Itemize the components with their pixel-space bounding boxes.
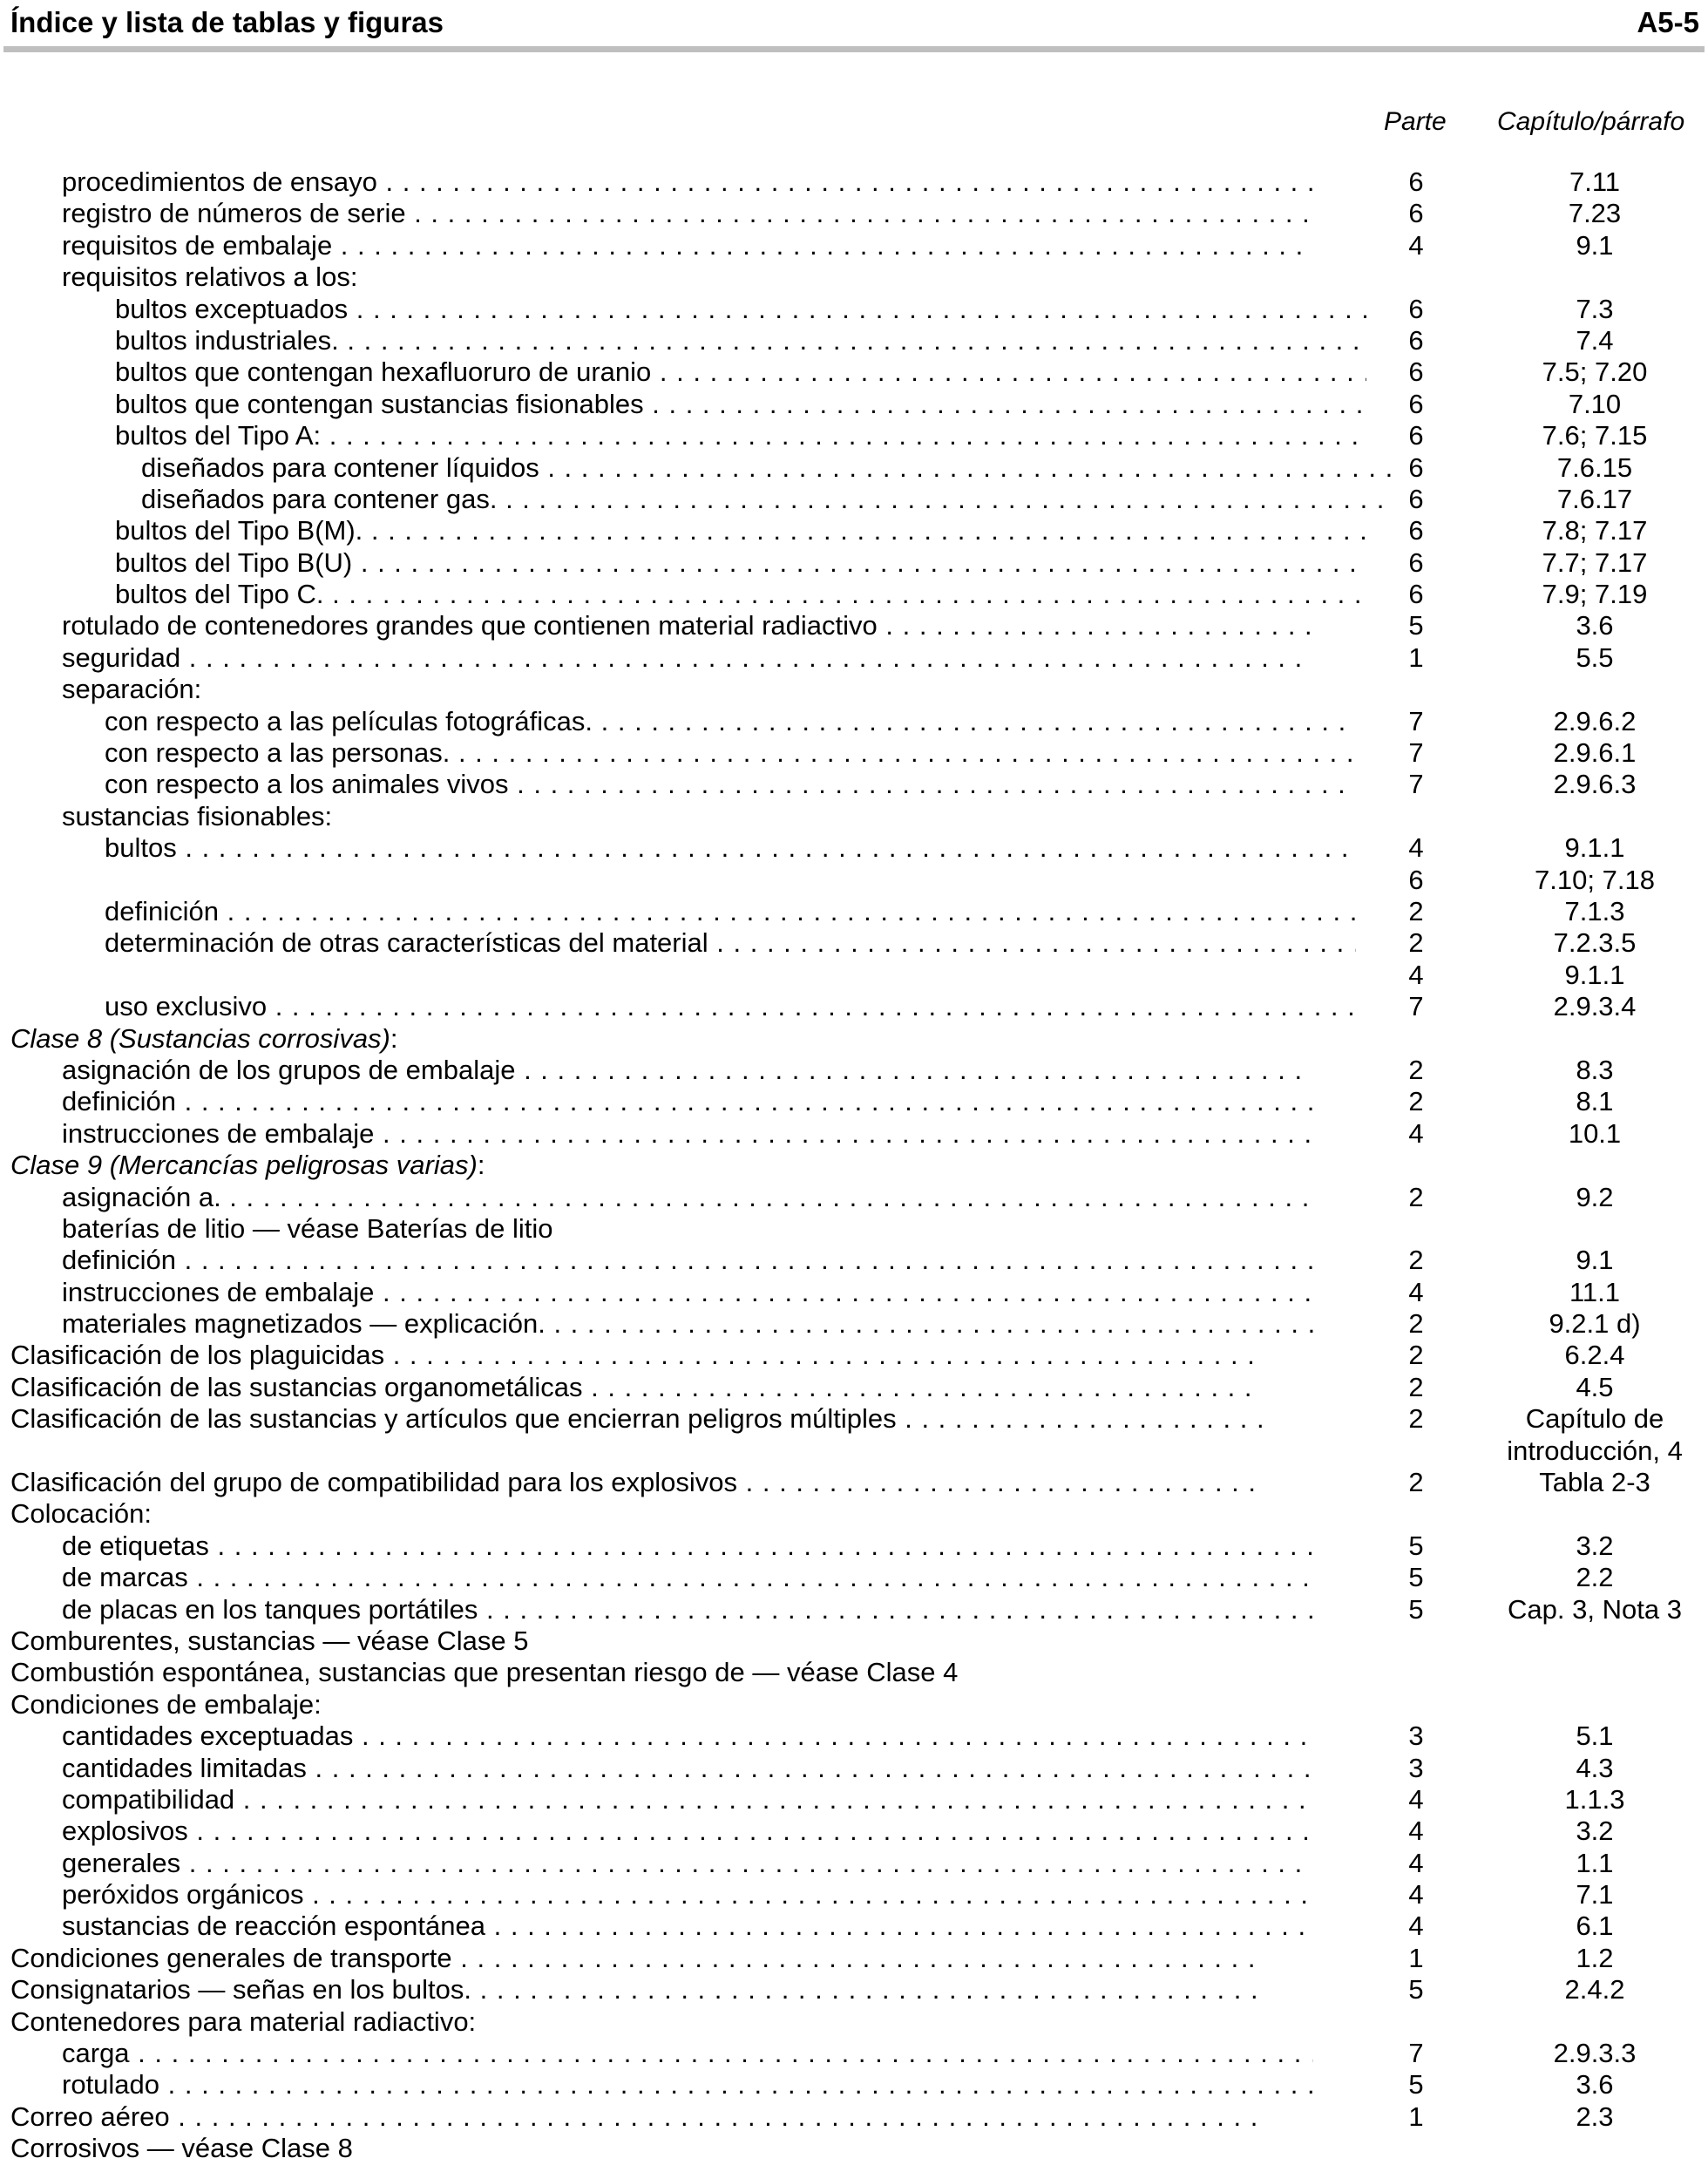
chapter-paragraph-ref: 4.3 — [1576, 1752, 1614, 1783]
index-row — [0, 1245, 1708, 1276]
part-number: 6 — [1408, 864, 1424, 895]
index-entry — [62, 1277, 1313, 1308]
chapter-paragraph-ref: 4.5 — [1576, 1371, 1614, 1402]
part-number: 6 — [1408, 515, 1424, 546]
index-entry — [105, 896, 1356, 927]
index-entry — [62, 1753, 1313, 1784]
index-term: explosivos — [62, 1815, 188, 1847]
index-entry — [10, 2006, 1262, 2038]
index-entry — [141, 452, 1393, 484]
index-row — [0, 2133, 1708, 2164]
index-term: Clasificación de las sustancias organometálicas — [10, 1371, 583, 1402]
index-row — [0, 1372, 1708, 1403]
index-row — [0, 1720, 1708, 1752]
index-row — [0, 547, 1708, 579]
part-number: 5 — [1408, 1974, 1424, 2006]
chapter-paragraph-ref: 2.3 — [1576, 2101, 1614, 2132]
chapter-paragraph-ref: introducción, 4 — [1507, 1435, 1683, 1466]
chapter-paragraph-ref: 1.1 — [1576, 1847, 1614, 1878]
part-number: 1 — [1408, 1942, 1424, 1973]
index-entry — [62, 261, 1313, 293]
index-row — [0, 2101, 1708, 2133]
part-number: 6 — [1408, 324, 1424, 356]
index-row — [0, 1467, 1708, 1498]
index-entry — [105, 865, 1356, 896]
index-entry — [10, 1625, 1262, 1657]
header-divider — [3, 46, 1705, 52]
chapter-paragraph-ref: 7.10 — [1568, 388, 1622, 419]
index-row — [0, 896, 1708, 927]
index-row — [0, 1562, 1708, 1593]
index-term: Correo aéreo — [10, 2101, 170, 2132]
chapter-paragraph-ref: 3.6 — [1576, 610, 1614, 641]
chapter-paragraph-ref: 2.9.3.4 — [1553, 991, 1637, 1022]
index-row — [0, 642, 1708, 674]
index-term: Combustión espontánea, sustancias que presentan riesgo de — véase Clase 4 — [10, 1657, 959, 1688]
part-number: 6 — [1408, 293, 1424, 324]
index-row — [0, 420, 1708, 451]
index-entry — [115, 420, 1366, 451]
index-row — [0, 1530, 1708, 1562]
index-term: diseñados para contener líquidos — [141, 451, 539, 483]
index-entry — [62, 2069, 1313, 2101]
index-term: Clase 9 (Mercancías peligrosas varias) — [10, 1150, 478, 1181]
index-row — [0, 1340, 1708, 1371]
index-row — [0, 2038, 1708, 2069]
part-number: 1 — [1408, 641, 1424, 673]
index-row — [0, 515, 1708, 546]
index-row — [0, 991, 1708, 1022]
chapter-paragraph-ref: 2.4.2 — [1564, 1974, 1625, 2006]
index-row — [0, 610, 1708, 641]
index-entry — [105, 927, 1356, 959]
chapter-paragraph-ref: Tabla 2-3 — [1539, 1467, 1650, 1498]
part-number: 4 — [1408, 1910, 1424, 1942]
chapter-paragraph-ref: 6.2.4 — [1564, 1340, 1625, 1371]
part-number: 6 — [1408, 451, 1424, 483]
index-entry — [10, 1150, 1262, 1181]
index-term: compatibilidad — [62, 1783, 235, 1815]
index-term: instrucciones de embalaje — [62, 1276, 375, 1307]
index-term: bultos que contengan hexafluoruro de uranio — [115, 356, 652, 388]
index-term: baterías de litio — véase Baterías de litio — [62, 1212, 553, 1244]
part-number: 4 — [1408, 832, 1424, 864]
index-term-suffix: : — [477, 1150, 485, 1181]
part-number: 6 — [1408, 166, 1424, 197]
chapter-paragraph-ref: 7.2.3.5 — [1553, 927, 1637, 959]
chapter-paragraph-ref: 6.1 — [1576, 1910, 1614, 1942]
index-row — [0, 325, 1708, 356]
index-entry — [10, 2101, 1262, 2133]
index-row — [0, 230, 1708, 261]
chapter-paragraph-ref: 11.1 — [1569, 1276, 1621, 1307]
index-row — [0, 769, 1708, 800]
index-entry — [62, 1562, 1313, 1593]
index-entry — [105, 769, 1356, 800]
index-entry — [10, 2133, 1262, 2164]
chapter-paragraph-ref: 9.1 — [1576, 1245, 1614, 1276]
chapter-paragraph-ref: 7.11 — [1569, 166, 1621, 197]
index-row — [0, 832, 1708, 864]
index-row — [0, 1277, 1708, 1308]
index-term: bultos — [105, 832, 177, 864]
index-row — [0, 1879, 1708, 1910]
chapter-paragraph-ref: 8.1 — [1576, 1086, 1614, 1117]
index-entry — [10, 1403, 1262, 1435]
part-number: 4 — [1408, 1847, 1424, 1878]
index-term: generales — [62, 1847, 181, 1878]
index-term: seguridad — [62, 641, 181, 673]
index-row — [0, 356, 1708, 388]
index-term: Colocación: — [10, 1498, 152, 1530]
column-header-chapter-paragraph: Capítulo/párrafo — [1497, 107, 1685, 136]
index-entry — [10, 1467, 1262, 1498]
part-number: 2 — [1408, 895, 1424, 926]
index-entry — [105, 832, 1356, 864]
index-row — [0, 261, 1708, 293]
part-number: 2 — [1408, 1181, 1424, 1212]
index-entry — [115, 579, 1366, 610]
part-number: 6 — [1408, 546, 1424, 578]
index-row — [0, 389, 1708, 420]
index-row — [0, 1625, 1708, 1657]
index-row — [0, 452, 1708, 484]
index-row — [0, 1308, 1708, 1340]
index-term: Clasificación del grupo de compatibilidad para los explosivos — [10, 1467, 738, 1498]
index-term: definición — [62, 1245, 176, 1276]
index-row — [0, 1910, 1708, 1942]
index-row — [0, 1213, 1708, 1245]
index-term: requisitos relativos a los: — [62, 261, 358, 293]
index-entry — [105, 960, 1356, 991]
index-row — [0, 1657, 1708, 1688]
chapter-paragraph-ref: 7.23 — [1568, 198, 1622, 229]
index-entry — [10, 1974, 1262, 2006]
index-entry — [141, 484, 1393, 515]
index-row — [0, 1815, 1708, 1847]
chapter-paragraph-ref: 9.1.1 — [1564, 832, 1625, 864]
index-term: rotulado de contenedores grandes que contienen material radiactivo — [62, 610, 878, 641]
part-number: 2 — [1408, 1245, 1424, 1276]
chapter-paragraph-ref: 7.9; 7.19 — [1542, 579, 1648, 610]
index-entry — [115, 356, 1366, 388]
index-entry — [62, 1879, 1313, 1910]
index-row — [0, 1498, 1708, 1530]
index-entry — [62, 1245, 1313, 1276]
index-row — [0, 1753, 1708, 1784]
chapter-paragraph-ref: 2.9.6.1 — [1553, 737, 1637, 769]
chapter-paragraph-ref: 7.5; 7.20 — [1542, 356, 1648, 388]
part-number: 4 — [1408, 1783, 1424, 1815]
chapter-paragraph-ref: 9.2 — [1576, 1181, 1614, 1212]
part-number: 7 — [1408, 769, 1424, 800]
page-number: A5-5 — [1637, 6, 1699, 38]
index-row — [0, 294, 1708, 325]
index-entry — [62, 1848, 1313, 1879]
chapter-paragraph-ref: 1.2 — [1576, 1942, 1614, 1973]
index-entry — [62, 166, 1313, 198]
index-entry — [62, 1213, 1313, 1245]
index-term: rotulado — [62, 2069, 160, 2101]
chapter-paragraph-ref: 5.5 — [1576, 641, 1614, 673]
index-row — [0, 1023, 1708, 1055]
index-term: determinación de otras características del material — [105, 927, 708, 959]
chapter-paragraph-ref: 2.9.3.3 — [1553, 2038, 1637, 2069]
chapter-paragraph-ref: 10.1 — [1568, 1117, 1622, 1149]
index-row — [0, 960, 1708, 991]
index-row — [0, 1182, 1708, 1213]
index-row — [0, 1118, 1708, 1150]
chapter-paragraph-ref: 8.3 — [1576, 1054, 1614, 1085]
index-term: asignación a. — [62, 1181, 221, 1212]
index-entry — [115, 325, 1366, 356]
part-number: 6 — [1408, 198, 1424, 229]
index-entry — [62, 1815, 1313, 1847]
index-term: de etiquetas — [62, 1530, 209, 1561]
index-term: asignación de los grupos de embalaje — [62, 1054, 516, 1085]
part-number: 4 — [1408, 229, 1424, 261]
index-entry — [10, 1657, 1262, 1688]
part-number: 2 — [1408, 1371, 1424, 1402]
chapter-paragraph-ref: 7.6.17 — [1556, 483, 1633, 514]
index-term: procedimientos de ensayo — [62, 166, 377, 197]
chapter-paragraph-ref: 3.6 — [1576, 2069, 1614, 2101]
index-term: bultos del Tipo B(M). — [115, 515, 363, 546]
part-number: 7 — [1408, 737, 1424, 769]
document-title: Índice y lista de tablas y figuras — [10, 6, 444, 38]
chapter-paragraph-ref: 7.6; 7.15 — [1542, 420, 1648, 451]
index-row — [0, 1943, 1708, 1974]
index-entry — [10, 1943, 1262, 1974]
chapter-paragraph-ref: 9.2.1 d) — [1549, 1308, 1641, 1340]
index-entry — [62, 198, 1313, 229]
index-term: diseñados para contener gas. — [141, 483, 498, 514]
part-number: 4 — [1408, 1815, 1424, 1847]
part-number: 2 — [1408, 1340, 1424, 1371]
index-term: cantidades limitadas — [62, 1752, 307, 1783]
index-term: Comburentes, sustancias — véase Clase 5 — [10, 1625, 529, 1656]
index-term-suffix: : — [390, 1022, 398, 1054]
index-row — [0, 1055, 1708, 1086]
index-term: Clase 8 (Sustancias corrosivas) — [10, 1022, 390, 1054]
index-term: de marcas — [62, 1562, 188, 1593]
chapter-paragraph-ref: 2.9.6.2 — [1553, 705, 1637, 736]
index-term: bultos exceptuados — [115, 293, 349, 324]
part-number: 6 — [1408, 388, 1424, 419]
part-number: 6 — [1408, 420, 1424, 451]
part-number: 5 — [1408, 1562, 1424, 1593]
index-term: uso exclusivo — [105, 991, 268, 1022]
index-term: Condiciones generales de transporte — [10, 1942, 452, 1973]
index-term: cantidades exceptuadas — [62, 1720, 354, 1752]
index-entry — [62, 1530, 1313, 1562]
chapter-paragraph-ref: 7.6.15 — [1556, 451, 1633, 483]
part-number: 5 — [1408, 610, 1424, 641]
page-header — [10, 3, 1699, 42]
index-row — [0, 1150, 1708, 1181]
part-number: 2 — [1408, 1054, 1424, 1085]
index-term: separación: — [62, 674, 202, 705]
part-number: 2 — [1408, 1308, 1424, 1340]
index-row — [0, 579, 1708, 610]
part-number: 5 — [1408, 1593, 1424, 1625]
index-row — [0, 1594, 1708, 1625]
index-entry — [10, 1340, 1262, 1371]
part-number: 2 — [1408, 1467, 1424, 1498]
part-number: 3 — [1408, 1720, 1424, 1752]
part-number: 4 — [1408, 1276, 1424, 1307]
index-row — [0, 1435, 1708, 1467]
index-entry — [105, 706, 1356, 737]
index-entry — [10, 1689, 1262, 1720]
index-term: con respecto a las películas fotográficas. — [105, 705, 593, 736]
index-row — [0, 737, 1708, 769]
index-row — [0, 2006, 1708, 2038]
index-row — [0, 1689, 1708, 1720]
index-entry — [62, 1182, 1313, 1213]
index-entry — [62, 1055, 1313, 1086]
index-term: registro de números de serie — [62, 198, 406, 229]
index-entry — [115, 515, 1366, 546]
part-number: 3 — [1408, 1752, 1424, 1783]
index-term: sustancias fisionables: — [62, 800, 333, 831]
index-row — [0, 2069, 1708, 2101]
part-number: 7 — [1408, 705, 1424, 736]
index-entry — [10, 1435, 1262, 1467]
index-row — [0, 198, 1708, 229]
index-term: requisitos de embalaje — [62, 229, 333, 261]
index-entry — [62, 674, 1313, 705]
index-term: Condiciones de embalaje: — [10, 1688, 322, 1720]
index-row — [0, 927, 1708, 959]
index-entry — [62, 1910, 1313, 1942]
index-term: de placas en los tanques portátiles — [62, 1593, 478, 1625]
index-entry — [62, 2038, 1313, 2069]
index-term: Clasificación de las sustancias y artículos que encierran peligros múltiples — [10, 1403, 897, 1435]
chapter-paragraph-ref: 3.2 — [1576, 1815, 1614, 1847]
chapter-paragraph-ref: 7.7; 7.17 — [1542, 546, 1648, 578]
chapter-paragraph-ref: 7.8; 7.17 — [1542, 515, 1648, 546]
index-row — [0, 1848, 1708, 1879]
index-row — [0, 484, 1708, 515]
part-number: 5 — [1408, 2069, 1424, 2101]
index-row — [0, 674, 1708, 705]
index-term: instrucciones de embalaje — [62, 1117, 375, 1149]
index-entry — [62, 1594, 1313, 1625]
index-entry — [105, 991, 1356, 1022]
index-entry — [115, 294, 1366, 325]
index-term: Clasificación de los plaguicidas — [10, 1340, 385, 1371]
index-term: bultos del Tipo B(U) — [115, 546, 353, 578]
part-number: 4 — [1408, 1879, 1424, 1910]
chapter-paragraph-ref: 5.1 — [1576, 1720, 1614, 1752]
column-header-part: Parte — [1384, 107, 1447, 136]
index-term: bultos que contengan sustancias fisionables — [115, 388, 644, 419]
part-number: 4 — [1408, 1117, 1424, 1149]
chapter-paragraph-ref: 7.4 — [1576, 324, 1614, 356]
index-term: peróxidos orgánicos — [62, 1879, 304, 1910]
index-list — [0, 166, 1708, 2165]
index-term: Corrosivos — véase Clase 8 — [10, 2133, 353, 2164]
part-number: 5 — [1408, 1530, 1424, 1561]
chapter-paragraph-ref: 9.1 — [1576, 229, 1614, 261]
index-term: materiales magnetizados — explicación. — [62, 1308, 546, 1340]
index-entry — [62, 1720, 1313, 1752]
index-entry — [62, 1308, 1313, 1340]
chapter-paragraph-ref: 3.2 — [1576, 1530, 1614, 1561]
index-row — [0, 801, 1708, 832]
index-entry — [115, 389, 1366, 420]
part-number: 6 — [1408, 579, 1424, 610]
part-number: 1 — [1408, 2101, 1424, 2132]
chapter-paragraph-ref: Capítulo de — [1525, 1403, 1664, 1435]
index-entry — [62, 610, 1313, 641]
index-entry — [62, 1784, 1313, 1815]
index-term: con respecto a los animales vivos — [105, 769, 509, 800]
part-number: 2 — [1408, 927, 1424, 959]
chapter-paragraph-ref: 1.1.3 — [1564, 1783, 1625, 1815]
index-entry — [105, 737, 1356, 769]
part-number: 6 — [1408, 356, 1424, 388]
part-number: 6 — [1408, 483, 1424, 514]
chapter-paragraph-ref: 7.10; 7.18 — [1535, 864, 1655, 895]
index-row — [0, 1974, 1708, 2006]
index-term: bultos industriales. — [115, 324, 339, 356]
part-number: 7 — [1408, 991, 1424, 1022]
index-term: bultos del Tipo A: — [115, 420, 322, 451]
index-term: definición — [62, 1086, 176, 1117]
index-term: definición — [105, 895, 219, 926]
index-term: bultos del Tipo C. — [115, 579, 324, 610]
index-entry — [62, 801, 1313, 832]
index-entry — [62, 230, 1313, 261]
chapter-paragraph-ref: 7.1.3 — [1564, 895, 1625, 926]
index-term: con respecto a las personas. — [105, 737, 451, 769]
index-row — [0, 166, 1708, 198]
index-entry — [10, 1372, 1262, 1403]
index-row — [0, 706, 1708, 737]
index-row — [0, 865, 1708, 896]
chapter-paragraph-ref: 7.3 — [1576, 293, 1614, 324]
index-entry — [62, 642, 1313, 674]
part-number: 7 — [1408, 2038, 1424, 2069]
index-entry — [62, 1086, 1313, 1117]
chapter-paragraph-ref: 9.1.1 — [1564, 959, 1625, 990]
part-number: 2 — [1408, 1086, 1424, 1117]
chapter-paragraph-ref: 2.2 — [1576, 1562, 1614, 1593]
index-term: sustancias de reacción espontánea — [62, 1910, 485, 1942]
index-term: carga — [62, 2038, 130, 2069]
index-row — [0, 1784, 1708, 1815]
index-row — [0, 1403, 1708, 1435]
index-term: Consignatarios — señas en los bultos. — [10, 1974, 472, 2006]
chapter-paragraph-ref: 7.1 — [1576, 1879, 1614, 1910]
index-row — [0, 1086, 1708, 1117]
chapter-paragraph-ref: 2.9.6.3 — [1553, 769, 1637, 800]
part-number: 4 — [1408, 959, 1424, 990]
index-entry — [115, 547, 1366, 579]
part-number: 2 — [1408, 1403, 1424, 1435]
index-entry — [62, 1118, 1313, 1150]
chapter-paragraph-ref: Cap. 3, Nota 3 — [1508, 1593, 1682, 1625]
index-term: Contenedores para material radiactivo: — [10, 2006, 477, 2037]
index-entry — [10, 1498, 1262, 1530]
index-entry — [10, 1023, 1262, 1055]
